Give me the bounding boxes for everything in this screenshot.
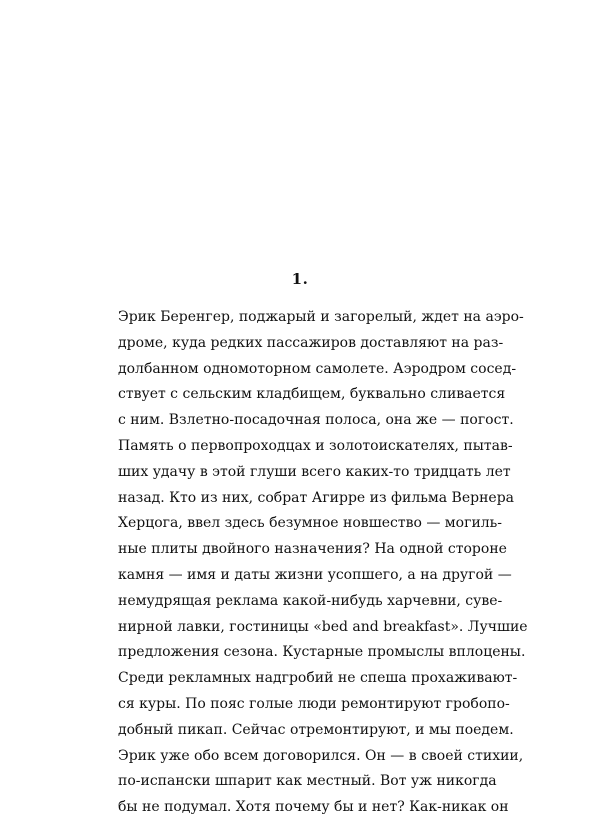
text-line: немудрящая реклама какой-нибудь харчевни, суве- — [118, 592, 503, 609]
text-line: по-испански шпарит как местный. Вот уж никогда — [118, 773, 497, 790]
text-line: ших удачу в этой глуши всего каких-то тридцать лет — [118, 463, 511, 480]
text-line: Эрик Беренгер, поджарый и загорелый, ждет на аэро- — [118, 309, 524, 325]
text-line: ствует с сельским кладбищем, буквально сливается — [118, 386, 506, 403]
text-line: назад. Кто из них, собрат Агирре из фильма Вернера — [118, 489, 515, 506]
text-line: Среди рекламных надгробий не спеша прохаживают- — [118, 670, 518, 687]
body-paragraph — [118, 305, 528, 821]
text-line: Херцога, ввел здесь безумное новшество — могиль- — [118, 515, 503, 532]
text-line: предложения сезона. Кустарные промыслы вплоцены. — [118, 644, 526, 661]
text-line: нирной лавки, гостиницы «bed and breakfast». Лучшие — [118, 618, 528, 635]
text-line: дроме, куда редких пассажиров доставляют на раз- — [118, 334, 504, 351]
text-line: ные плиты двойного назначения? На одной стороне — [118, 541, 507, 558]
text-line: Эрик уже обо всем договорился. Он — в своей стихии, — [118, 747, 524, 764]
text-line: долбанном одномоторном самолете. Аэродром сосед- — [118, 360, 517, 377]
text-line: с ним. Взлетно-посадочная полоса, она же — погост. — [118, 412, 514, 429]
text-line: камня — имя и даты жизни усопшего, а на другой — — [118, 566, 512, 583]
text-line: ся куры. По пояс голые люди ремонтируют гробопо- — [118, 695, 510, 712]
chapter-number: 1. — [291, 270, 309, 288]
text-line: бы не подумал. Хотя почему бы и нет? Как-никак он — [118, 799, 509, 816]
text-line: добный пикап. Сейчас отремонтируют, и мы поедем. — [118, 721, 514, 738]
text-line: Память о первопроходцах и золотоискателях, пытав- — [118, 437, 513, 454]
